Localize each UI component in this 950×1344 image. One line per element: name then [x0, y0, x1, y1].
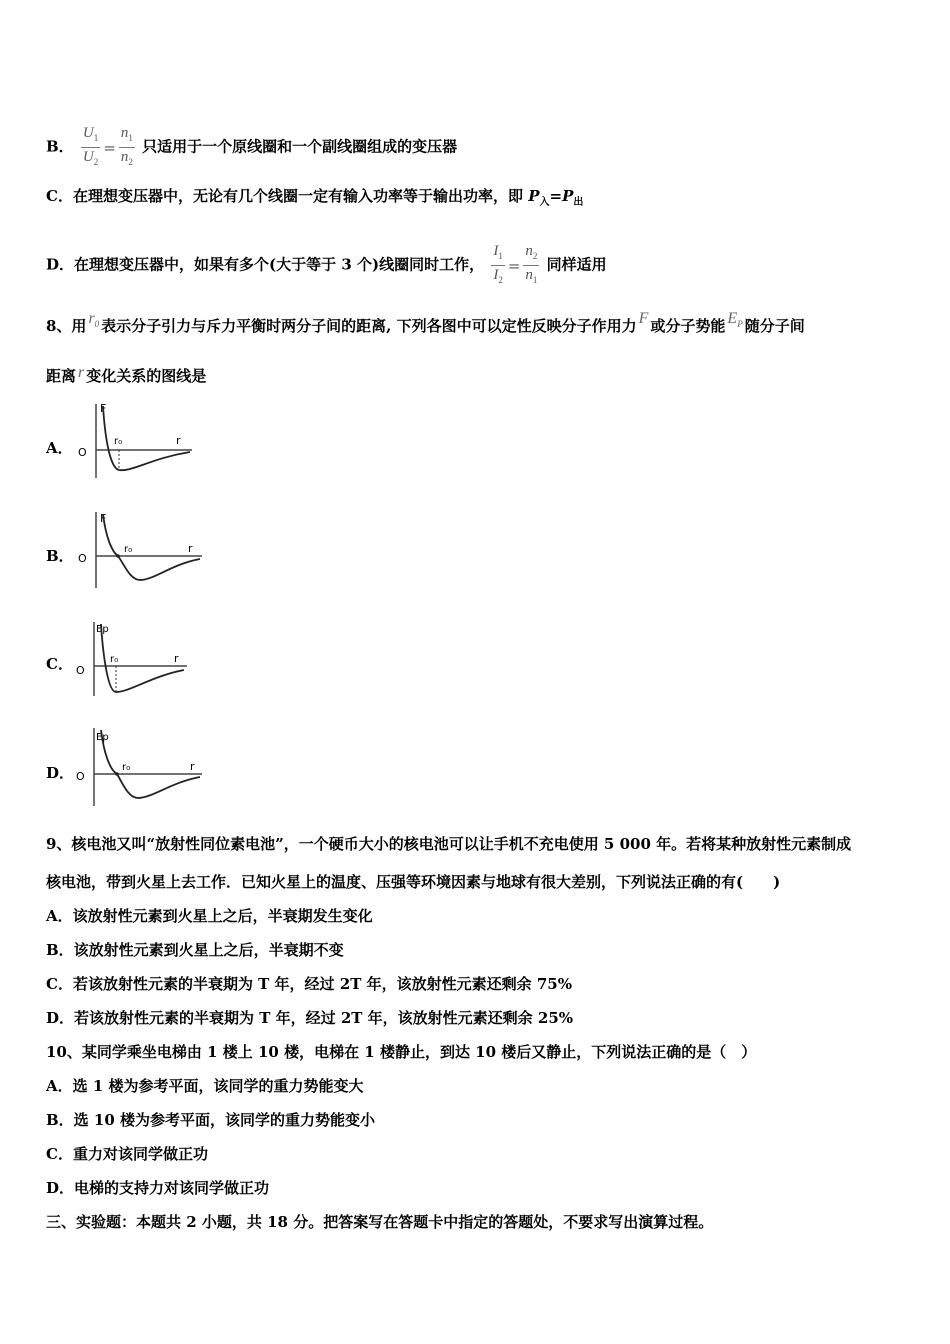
r0-label: r₀: [114, 436, 123, 447]
option-text: 只适用于一个原线圈和一个副线圈组成的变压器: [142, 137, 458, 156]
r0-label: r₀: [122, 762, 131, 773]
q10-option-d[interactable]: D．电梯的支持力对该同学做正功: [46, 1179, 270, 1197]
q7-option-b: B． $\frac{U_1}{U_2}$ = $\frac{n_1}{n_2}$ 只适用于一个原线圈和一个副线圈组成的变压器: [46, 124, 457, 171]
fraction-i: $\frac{I_1}{I_2}$: [493, 243, 503, 285]
q8-option-a-label[interactable]: A．: [46, 439, 73, 457]
option-label: D．: [46, 255, 75, 274]
y-axis-label: Ep: [96, 732, 109, 743]
origin-label: O: [76, 664, 85, 677]
fraction-n: $\frac{n_1}{n_2}$: [120, 125, 133, 167]
graph-a[interactable]: [72, 398, 197, 486]
x-axis-label: r: [174, 652, 179, 665]
origin-label: O: [76, 770, 85, 783]
y-axis-label: Ep: [96, 624, 109, 635]
section-3-heading: 三、实验题：本题共 2 小题，共 18 分。把答案写在答题卡中指定的答题处，不要求写出演算过程。: [46, 1213, 714, 1231]
option-text: 在理想变压器中，如果有多个(大于等于 3 个)线圈同时工作，: [74, 255, 485, 274]
graph-c[interactable]: [72, 616, 192, 704]
graph-d[interactable]: [72, 724, 207, 812]
q9-option-c[interactable]: C．若该放射性元素的半衰期为 T 年，经过 2T 年，该放射性元素还剩余 75%: [46, 975, 572, 993]
q8-stem-line1: 8、用 $r_0$ 表示分子引力与斥力平衡时两分子间的距离, 下列各图中可以定性反映分子作用力 F 或分子势能 $E_P$ 随分子间: [46, 310, 805, 335]
fraction-n2: $\frac{n_2}{n_1}$: [525, 243, 538, 285]
option-text: 在理想变压器中，无论有几个线圈一定有输入功率等于输出功率，即: [72, 187, 523, 205]
fraction-u: $\frac{U_1}{U_2}$: [82, 125, 99, 167]
option-label: C．: [46, 187, 73, 205]
curve: [101, 730, 200, 798]
q10-option-a[interactable]: A．选 1 楼为参考平面，该同学的重力势能变大: [46, 1077, 364, 1095]
origin-label: O: [78, 552, 87, 565]
y-axis-label: F: [100, 512, 107, 525]
x-axis-label: r: [176, 434, 181, 447]
q9-option-a[interactable]: A．该放射性元素到火星上之后，半衰期发生变化: [46, 907, 373, 925]
r0-label: r₀: [110, 654, 119, 665]
r0-label: r₀: [124, 544, 133, 555]
q10-option-c[interactable]: C．重力对该同学做正功: [46, 1145, 208, 1163]
q8-option-d-label[interactable]: D．: [46, 764, 75, 782]
option-text: 同样适用: [546, 255, 607, 274]
y-axis-label: F: [100, 402, 107, 415]
q8-option-c-label[interactable]: C．: [46, 655, 73, 673]
x-axis-label: r: [188, 542, 193, 555]
q8-option-b-label[interactable]: B．: [46, 547, 74, 565]
origin-label: O: [78, 446, 87, 459]
q9-option-b[interactable]: B．该放射性元素到火星上之后，半衰期不变: [46, 941, 344, 959]
q7-option-d: D．在理想变压器中，如果有多个(大于等于 3 个)线圈同时工作， $\frac{I_1}{I_2}$ = $\frac{n_2}{n_1}$ 同样适用: [46, 242, 607, 289]
q9-option-d[interactable]: D．若该放射性元素的半衰期为 T 年，经过 2T 年，该放射性元素还剩余 25%: [46, 1009, 574, 1027]
q9-stem-line2: 核电池，带到火星上去工作．已知火星上的温度、压强等环境因素与地球有很大差别，下列说法正确的有( ): [46, 873, 781, 891]
graph-b[interactable]: [72, 508, 207, 596]
q10-stem: 10、某同学乘坐电梯由 1 楼上 10 楼，电梯在 1 楼静止，到达 10 楼后又静止，下列说法正确的是（ ）: [46, 1043, 757, 1061]
q8-stem-line2: 距离 r 变化关系的图线是: [46, 364, 207, 385]
q10-option-b[interactable]: B．选 10 楼为参考平面，该同学的重力势能变小: [46, 1111, 375, 1129]
q9-stem-line1: 9、核电池又叫“放射性同位素电池”，一个硬币大小的核电池可以让手机不充电使用 5 000 年。若将某种放射性元素制成: [46, 835, 852, 853]
option-label: B．: [46, 137, 74, 156]
q7-option-c: C．在理想变压器中，无论有几个线圈一定有输入功率等于输出功率，即 $P_入=P_出$: [46, 187, 584, 208]
curve: [103, 514, 200, 580]
x-axis-label: r: [190, 760, 195, 773]
